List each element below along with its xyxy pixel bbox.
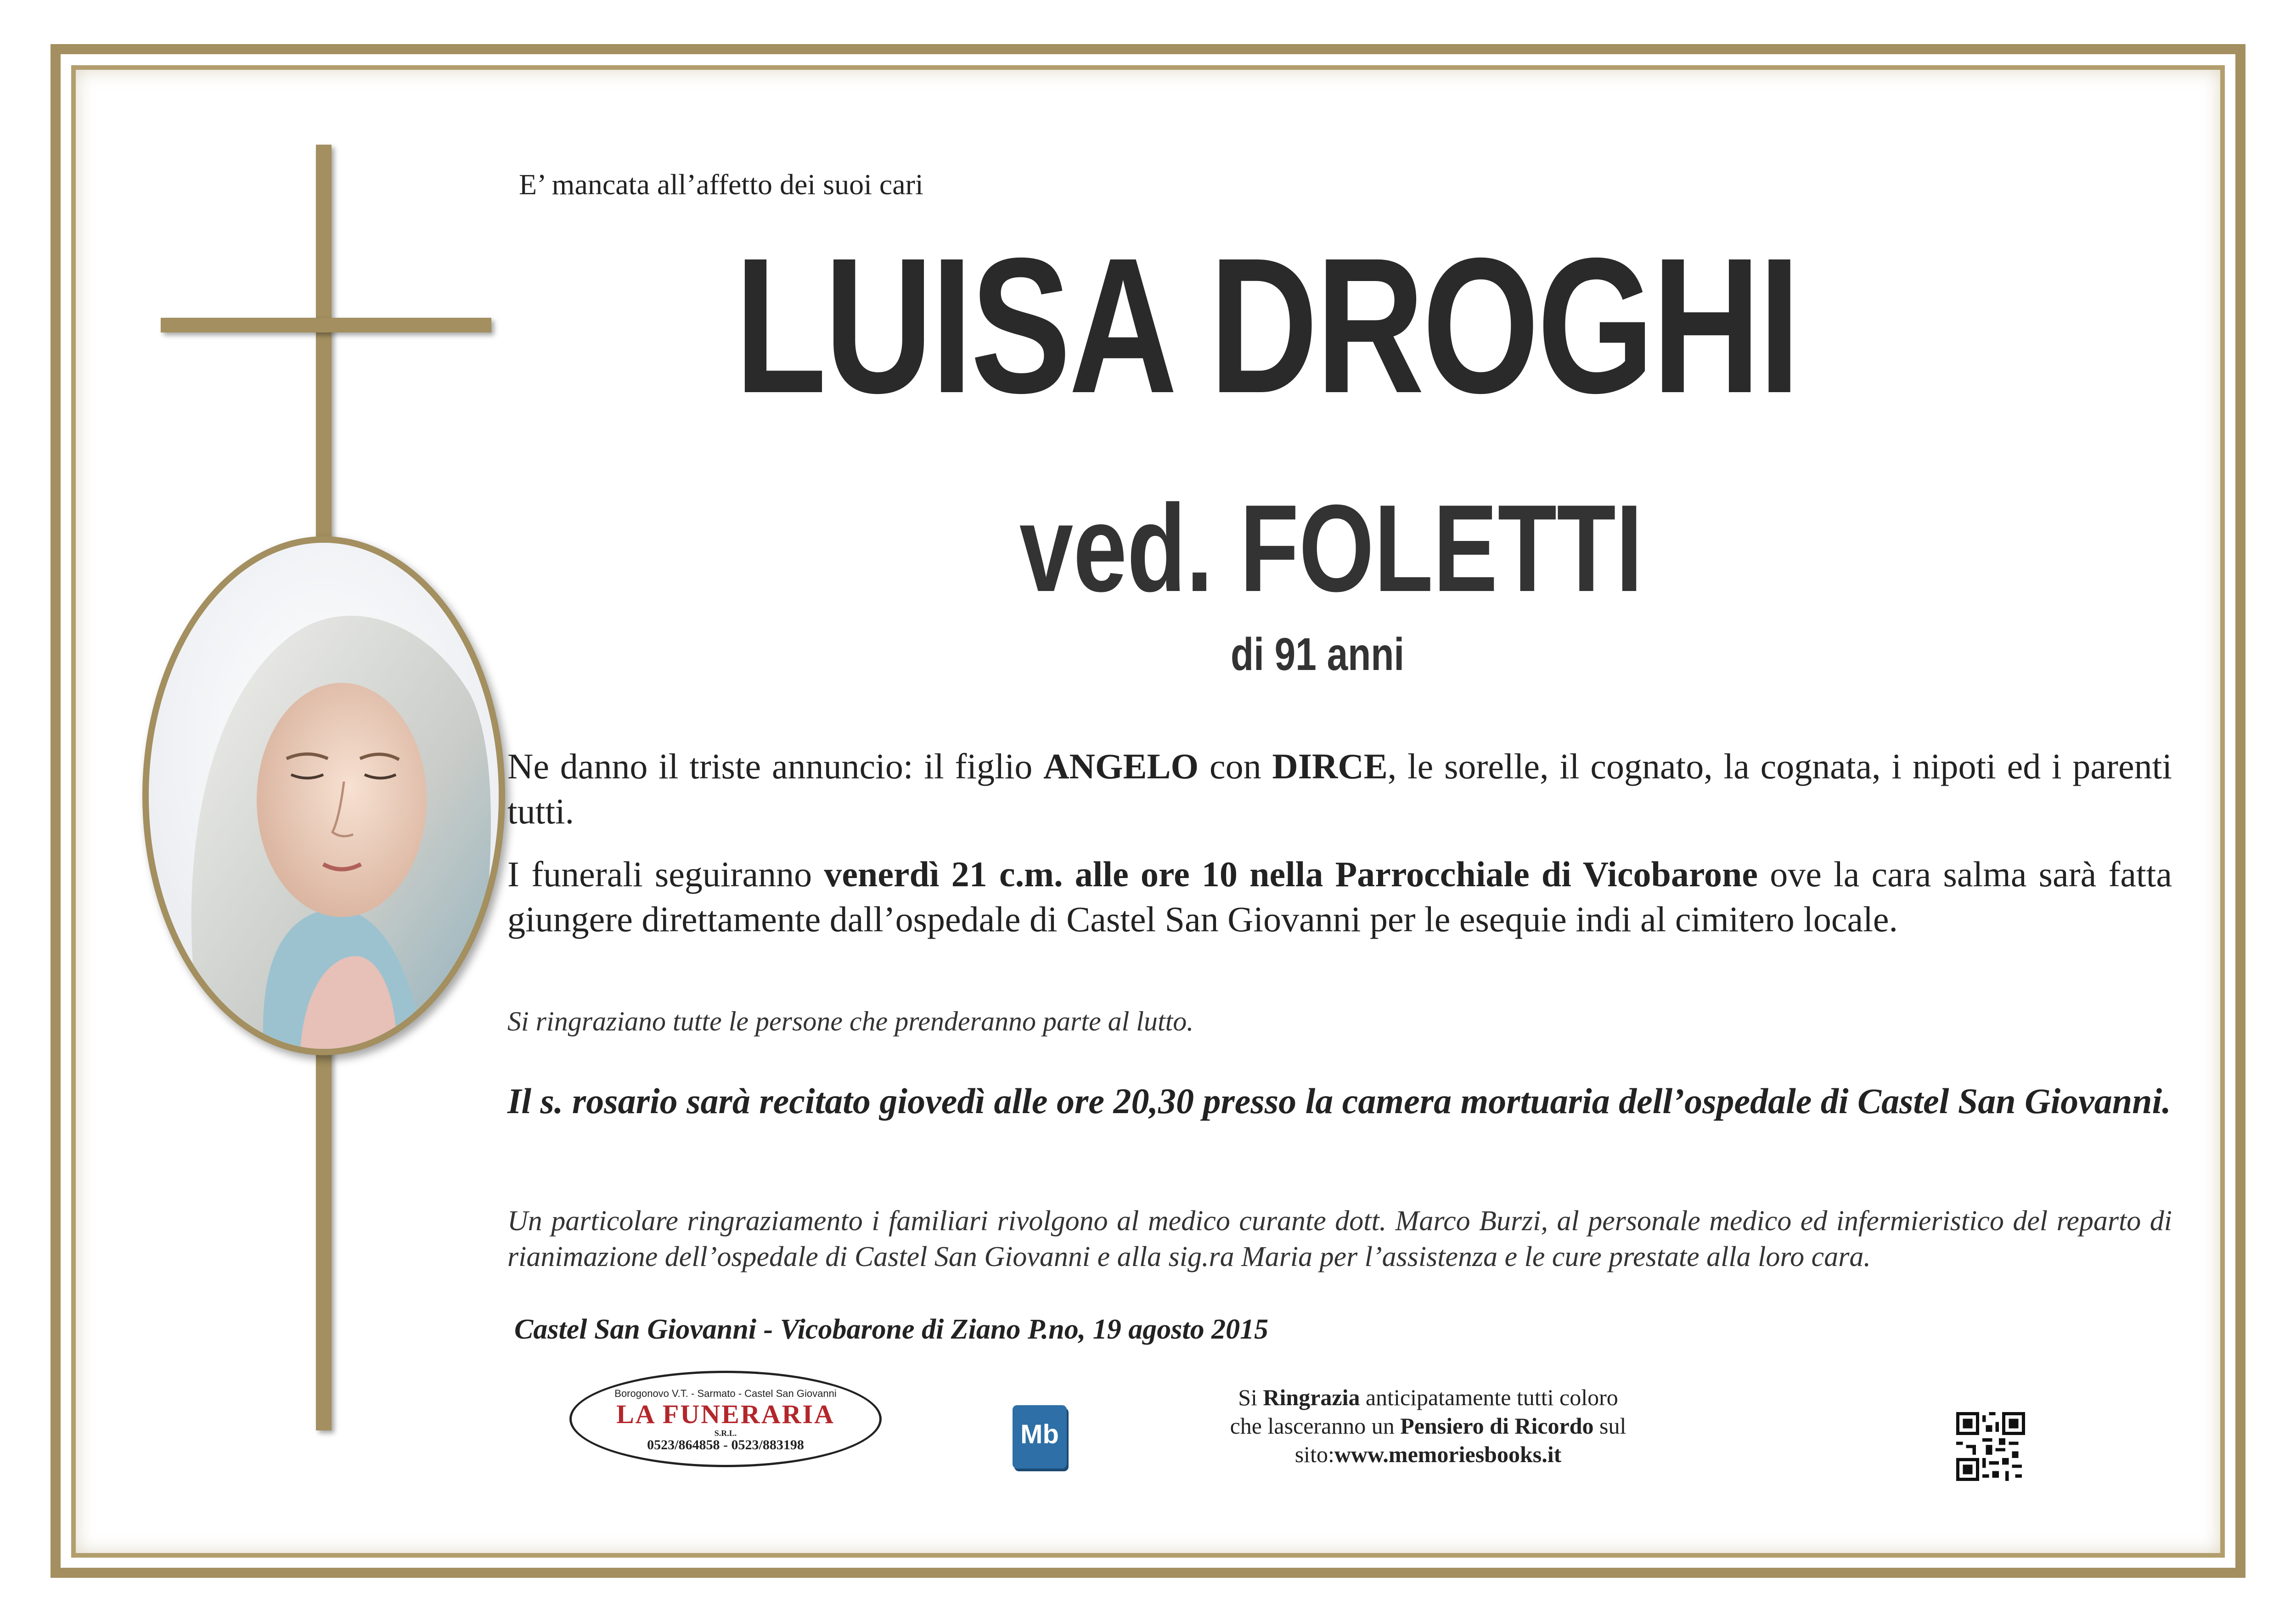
- place-date: Castel San Giovanni - Vicobarone di Ziano P.no, 19 agosto 2015: [514, 1314, 1269, 1345]
- rosary-notice: Il s. rosario sarà recitato giovedì alle ore 20,30 presso la camera mortuaria dell’ospedale di Castel San Giovanni.: [507, 1081, 2171, 1121]
- age: di 91 anni: [1231, 629, 1405, 680]
- qr-code[interactable]: [1956, 1412, 2025, 1481]
- mb-app-icon: Mb: [1013, 1405, 1067, 1469]
- special-thanks: Un particolare ringraziamento i familiari rivolgono al medico curante dott. Marco Burzi, al personale medico ed infermieristico del reparto di rianimazione dell’ospedale di Castel San Giovanni e alla sig.ra Maria per l’assistenza e le cure prestate alla loro cara.: [507, 1205, 2172, 1272]
- memories-link[interactable]: www.memoriesbooks.it: [1334, 1441, 1562, 1467]
- son-name: ANGELO: [1043, 746, 1199, 786]
- cross-arm: [161, 318, 491, 332]
- logo-towns: Borogonovo V.T. - Sarmato - Castel San Giovanni: [614, 1388, 837, 1399]
- spouse-name: DIRCE: [1272, 746, 1388, 786]
- funeral-paragraph: I funerali seguiranno venerdì 21 c.m. alle ore 10 nella Parrocchiale di Vicobarone ove la cara salma sarà fatta giungere direttamente dall’ospedale di Castel San Giovanni per le esequie indi al cimitero locale.: [507, 854, 2172, 939]
- logo-name: LA FUNERARIA: [616, 1399, 835, 1429]
- funeral-details: venerdì 21 c.m. alle ore 10 nella Parrocchiale di Vicobarone: [824, 854, 1758, 894]
- logo-suffix: S.R.L.: [714, 1429, 737, 1438]
- memories-note: Si Ringrazia anticipatamente tutti coloro che lasceranno un Pensiero di Ricordo sul sito:www.memoriesbooks.it: [1230, 1385, 1626, 1467]
- logo-phones: 0523/864858 - 0523/883198: [647, 1437, 804, 1452]
- madonna-portrait: [142, 536, 505, 1055]
- widow-of: ved. FOLETTI: [1019, 479, 1643, 618]
- intro-line: E’ mancata all’affetto dei suoi cari: [519, 168, 923, 201]
- announcement-paragraph: Ne danno il triste annuncio: il figlio ANGELO con DIRCE, le sorelle, il cognato, la cognata, i nipoti ed i parenti tutti.: [507, 746, 2172, 831]
- deceased-name: LUISA DROGHI: [735, 218, 1798, 433]
- funeral-home-logo: [569, 1371, 882, 1467]
- thanks-participants: Si ringraziano tutte le persone che prenderanno parte al lutto.: [507, 1006, 1194, 1036]
